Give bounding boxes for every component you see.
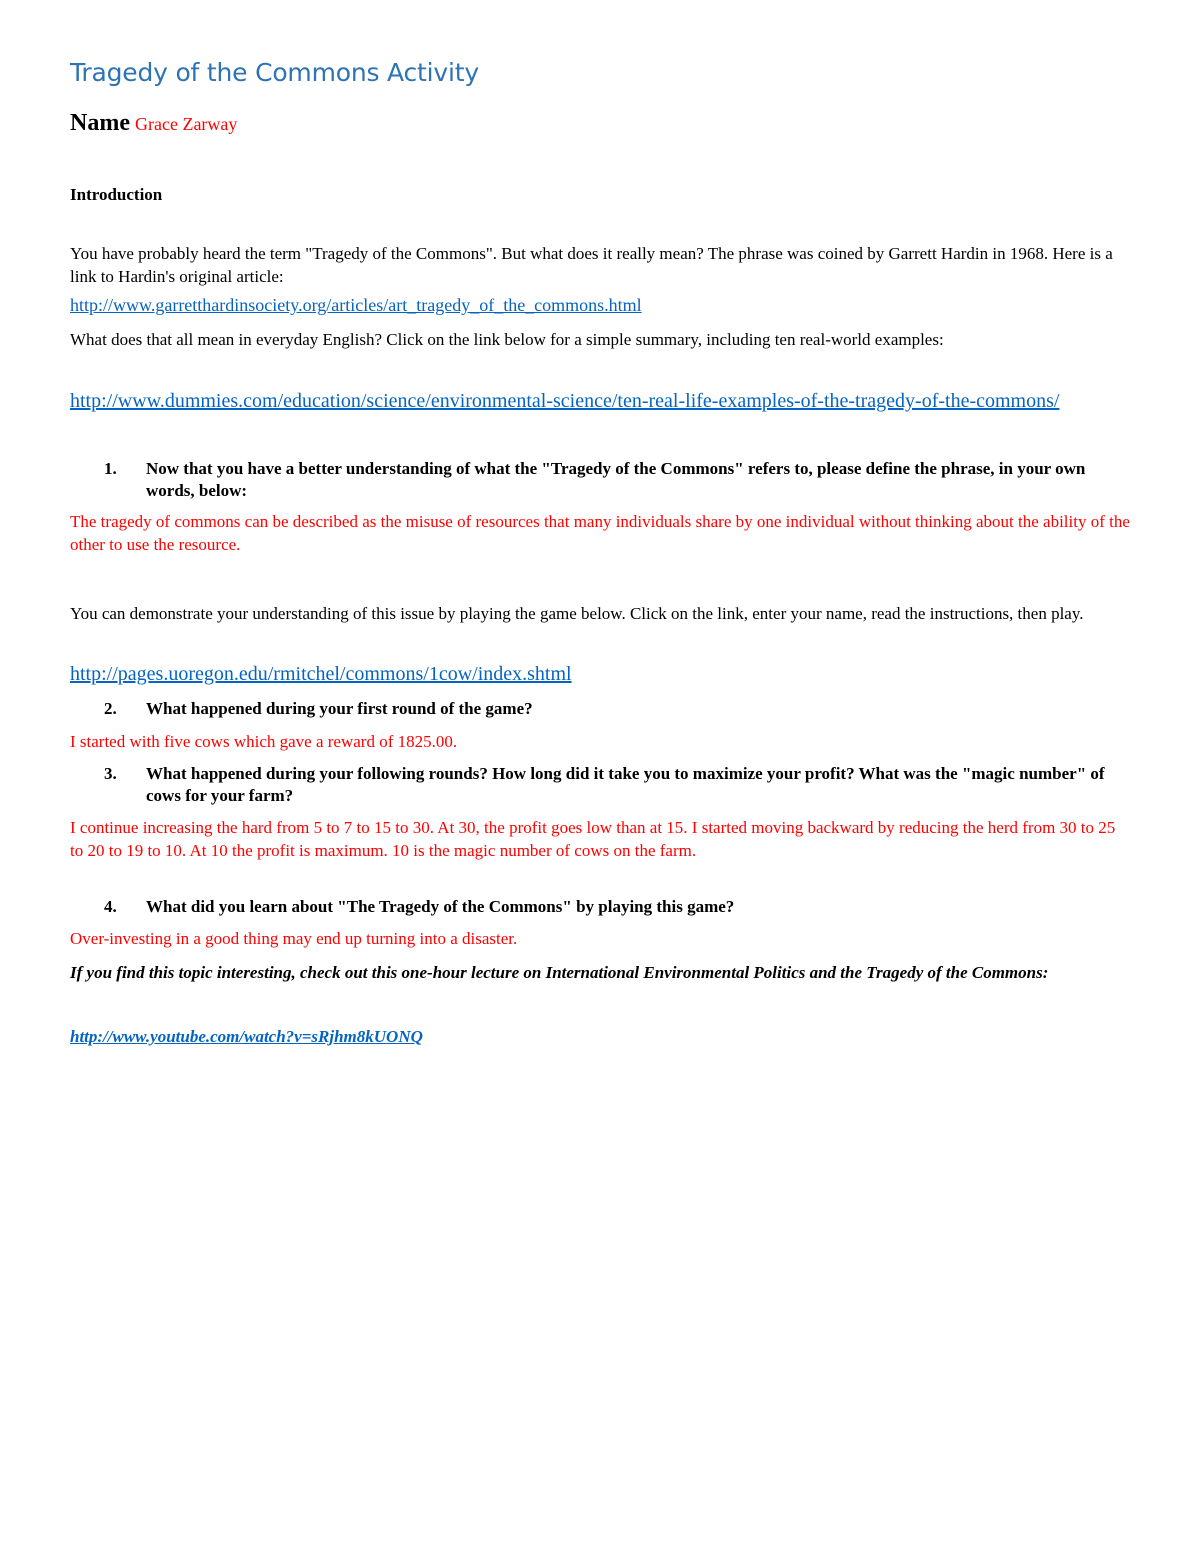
question-4 (104, 896, 1130, 918)
answer-4: Over-investing in a good thing may end up turning into a disaster. (70, 929, 518, 948)
hardin-article-link[interactable]: http://www.garretthardinsociety.org/articles/art_tragedy_of_the_commons.html (70, 295, 642, 315)
question-1 (104, 458, 1130, 502)
name-line (70, 110, 237, 137)
intro-paragraph: You have probably heard the term "Tragedy of the Commons". But what does it really mean? The phrase was coined by Garrett Hardin in 1968. Here is a link to Hardin's original article: (70, 244, 1113, 286)
answer-2: I started with five cows which gave a reward of 1825.00. (70, 732, 458, 751)
youtube-lecture-link[interactable]: http://www.youtube.com/watch?v=sRjhm8kUONQ (70, 1027, 423, 1046)
question-3-number: 3. (104, 764, 117, 783)
question-4-number: 4. (104, 897, 117, 916)
question-2 (104, 698, 1130, 720)
question-4-text: What did you learn about "The Tragedy of the Commons" by playing this game? (146, 897, 735, 916)
name-value: Grace Zarway (134, 114, 238, 134)
question-3-text: What happened during your following rounds? How long did it take you to maximize your profit? What was the "magic number" of cows for your farm? (146, 764, 1105, 805)
game-link[interactable]: http://pages.uoregon.edu/rmitchel/commons/1cow/index.shtml (70, 663, 572, 685)
question-2-number: 2. (104, 699, 117, 718)
answer-1: The tragedy of commons can be described as the misuse of resources that many individuals share by one individual without thinking about the ability of the other to use the resource. (70, 512, 1130, 554)
introduction-heading: Introduction (70, 185, 163, 204)
question-2-text: What happened during your first round of the game? (146, 699, 533, 718)
name-label: Name (70, 110, 130, 136)
question-3 (104, 763, 1130, 807)
question-1-number: 1. (104, 459, 117, 478)
document-title: Tragedy of the Commons Activity (70, 58, 479, 87)
summary-paragraph: What does that all mean in everyday English? Click on the link below for a simple summary, including ten real-world examples: (70, 330, 944, 349)
game-paragraph: You can demonstrate your understanding of this issue by playing the game below. Click on the link, enter your name, read the instructions, then play. (70, 604, 1084, 623)
lecture-note: If you find this topic interesting, check out this one-hour lecture on International Environmental Politics and the Tragedy of the Commons: (70, 963, 1049, 982)
answer-3: I continue increasing the hard from 5 to 7 to 15 to 30. At 30, the profit goes low than at 15. I started moving backward by reducing the herd from 30 to 25 to 20 to 19 to 10. At 10 the profit is maximum. 10 is the magic number of cows on the farm. (70, 818, 1116, 860)
question-1-text: Now that you have a better understanding of what the "Tragedy of the Commons" refers to, please define the phrase, in your own words, below: (146, 459, 1086, 500)
dummies-summary-link[interactable]: http://www.dummies.com/education/science/environmental-science/ten-real-life-examples-of-the-tragedy-of-the-commons/ (70, 390, 1060, 412)
